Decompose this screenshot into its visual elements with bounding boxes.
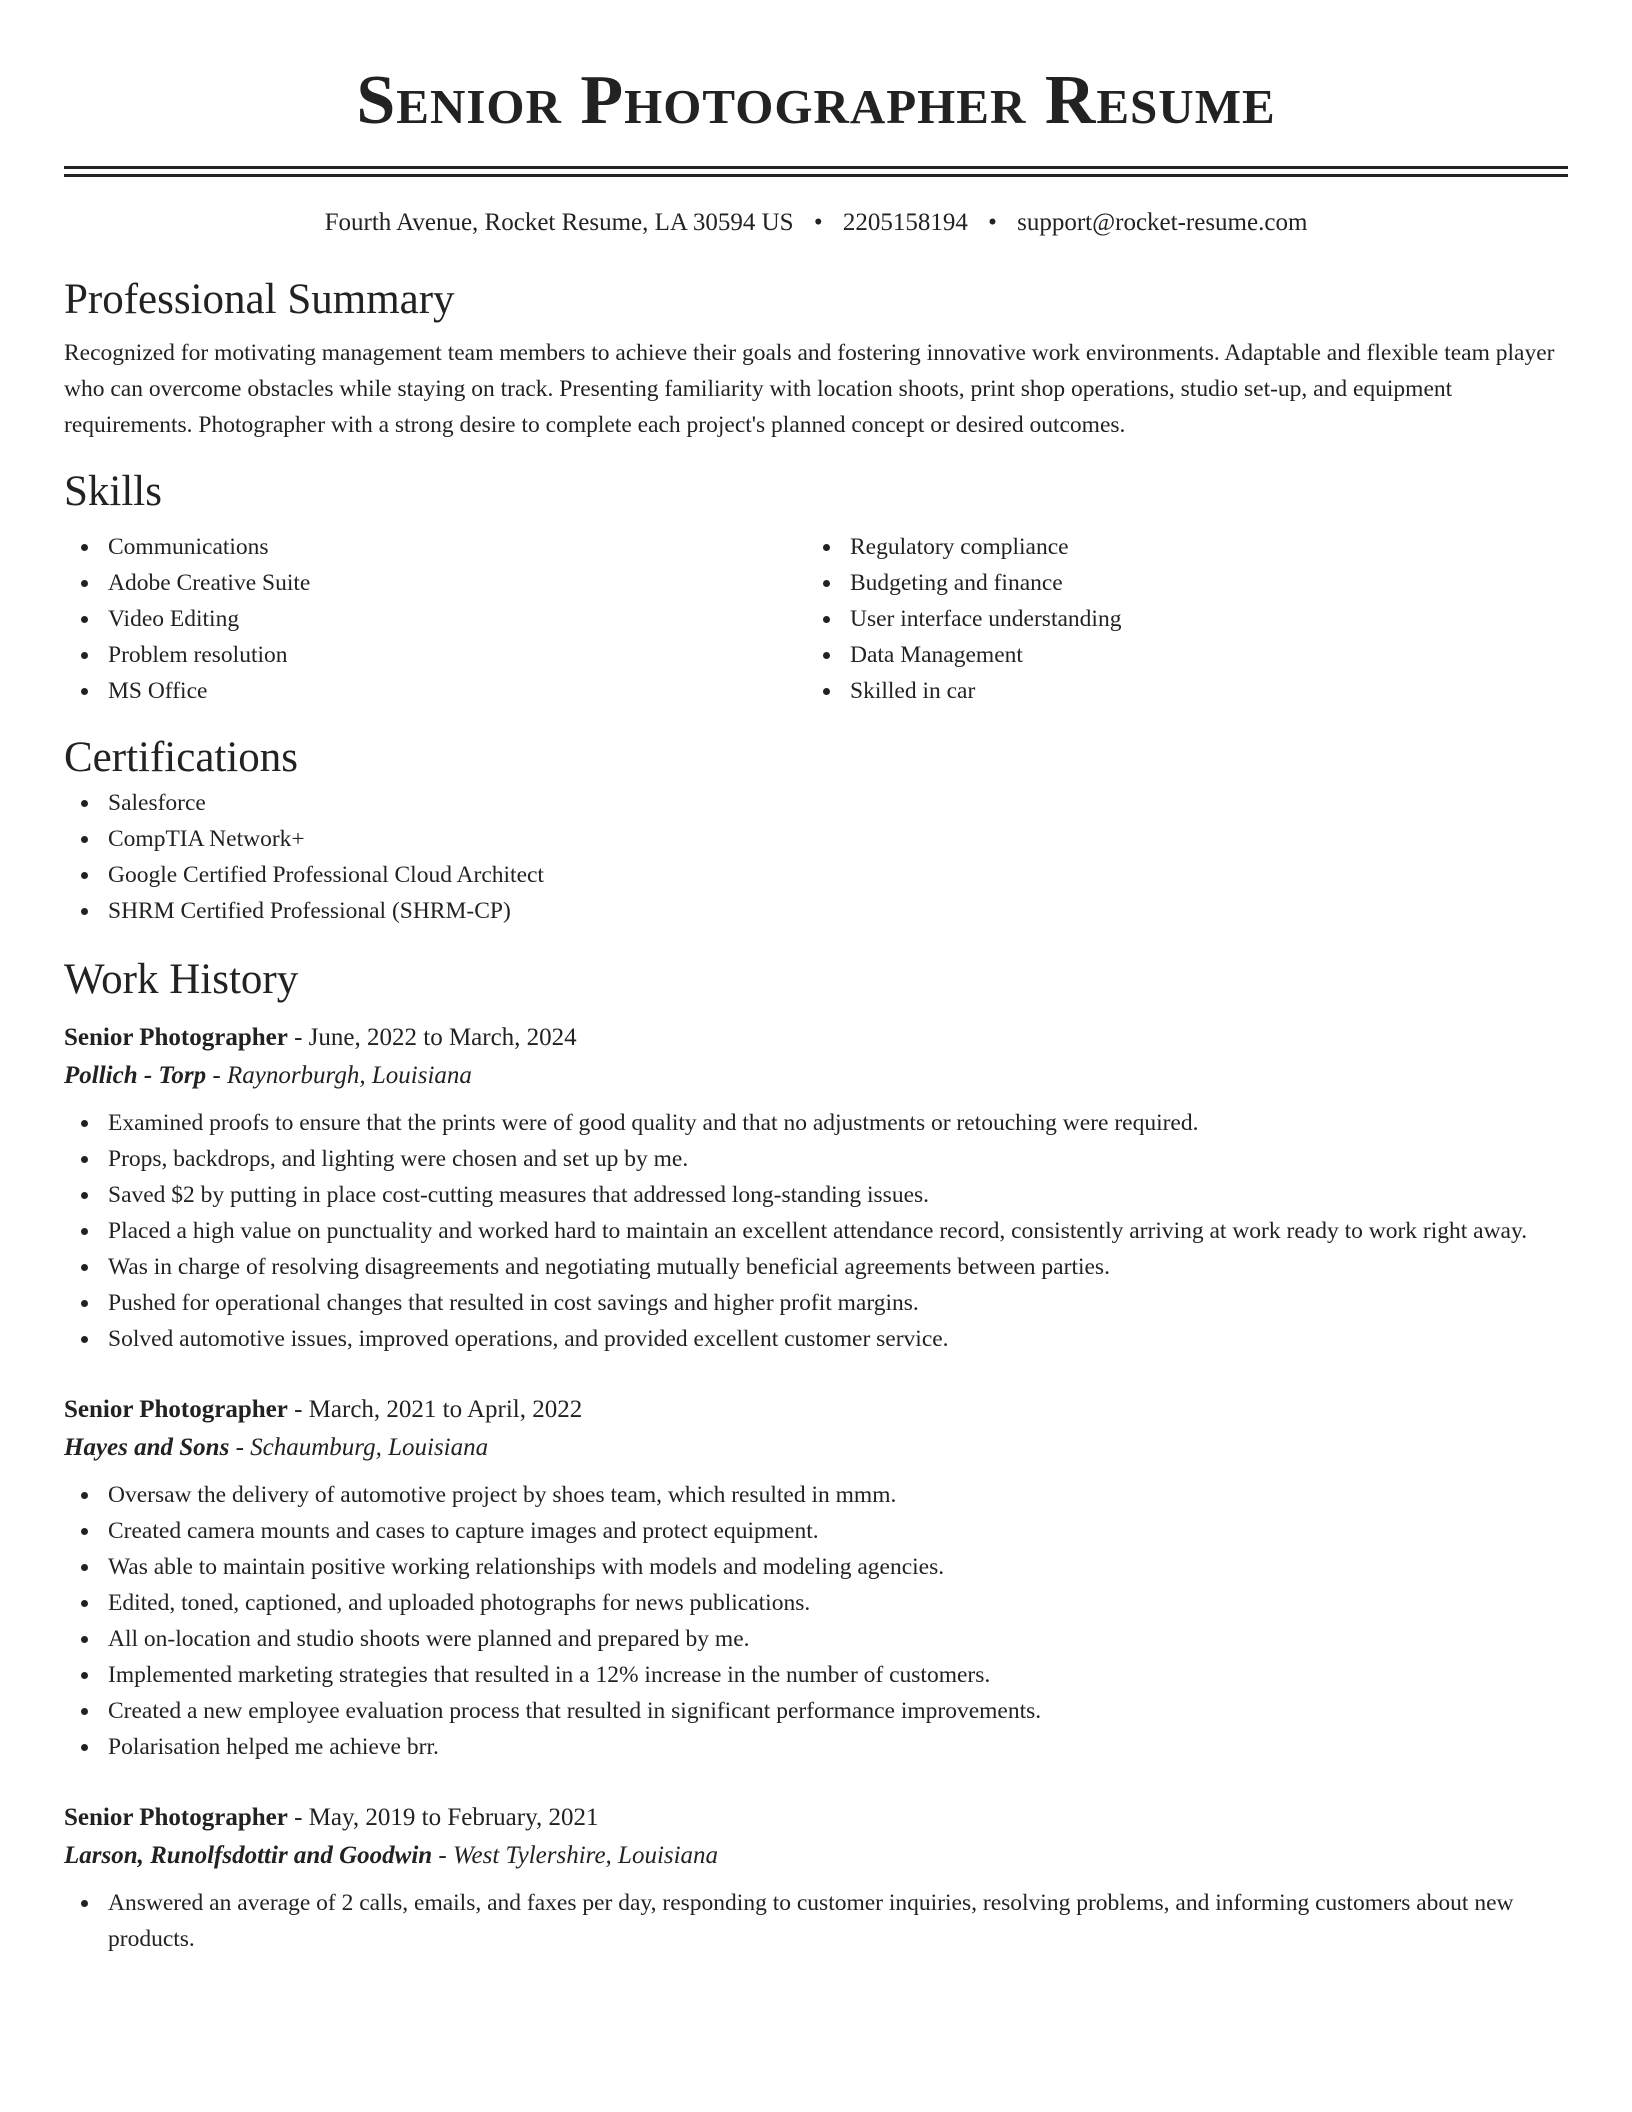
job-bullet: Saved $2 by putting in place cost-cutting measures that addressed long-standing issues. — [64, 1177, 1568, 1213]
job-bullet: Created a new employee evaluation process that resulted in significant performance improvements. — [64, 1693, 1568, 1729]
job-bullet: Created camera mounts and cases to capture images and protect equipment. — [64, 1513, 1568, 1549]
contact-address: Fourth Avenue, Rocket Resume, LA 30594 US — [324, 209, 794, 236]
contact-line — [64, 207, 1568, 239]
certifications-list — [64, 785, 1568, 929]
contact-email[interactable]: support@rocket-resume.com — [1017, 209, 1308, 236]
job-entry — [64, 1391, 1568, 1765]
job-title: Senior Photographer — [64, 1804, 288, 1831]
job-location: - Schaumburg, Louisiana — [229, 1434, 489, 1461]
certification-item: Google Certified Professional Cloud Architect — [64, 857, 1568, 893]
job-bullet: Oversaw the delivery of automotive project by shoes team, which resulted in mmm. — [64, 1477, 1568, 1513]
job-bullet: Props, backdrops, and lighting were chosen and set up by me. — [64, 1141, 1568, 1177]
skill-item: Adobe Creative Suite — [64, 565, 806, 601]
resume-content — [64, 0, 1568, 1957]
job-dates: - May, 2019 to February, 2021 — [287, 1804, 599, 1831]
section-heading-work-history: Work History — [64, 956, 299, 1003]
job-title: Senior Photographer — [64, 1024, 288, 1051]
job-location: - Raynorburgh, Louisiana — [206, 1062, 472, 1089]
job-bullet: Placed a high value on punctuality and worked hard to maintain an excellent attendance record, consistently arriving at work ready to work right away. — [64, 1213, 1568, 1249]
summary-text: Recognized for motivating management team members to achieve their goals and fostering innovative work environments. Adaptable and flexible team player who can overcome obstacles while staying on track. Presenting familiarity with location shoots, print shop operations, studio set-up, and equipment requirements. Photographer with a strong desire to complete each project's planned concept or desired outcomes. — [64, 340, 1555, 438]
job-bullet: Was able to maintain positive working relationships with models and modeling agencies. — [64, 1549, 1568, 1585]
job-bullets — [64, 1885, 1568, 1957]
job-bullets — [64, 1105, 1568, 1357]
skills-list-left — [64, 529, 806, 709]
job-employer — [64, 1057, 1568, 1095]
section-heading-skills: Skills — [64, 468, 162, 515]
skill-item: Regulatory compliance — [806, 529, 1548, 565]
contact-separator: • — [813, 209, 823, 236]
title-double-rule — [64, 166, 1568, 177]
certification-item: CompTIA Network+ — [64, 821, 1568, 857]
job-company: Larson, Runolfsdottir and Goodwin — [64, 1842, 433, 1869]
job-company: Pollich - Torp — [64, 1062, 207, 1089]
certification-item: Salesforce — [64, 785, 1568, 821]
job-bullet: Edited, toned, captioned, and uploaded photographs for news publications. — [64, 1585, 1568, 1621]
contact-separator: • — [988, 209, 997, 236]
job-bullets — [64, 1477, 1568, 1765]
job-dates: - March, 2021 to April, 2022 — [287, 1396, 583, 1423]
work-history-section — [64, 953, 1568, 1957]
job-header — [64, 1391, 1568, 1429]
skill-item: Data Management — [806, 637, 1548, 673]
skill-item: Problem resolution — [64, 637, 806, 673]
job-bullet: Examined proofs to ensure that the prints were of good quality and that no adjustments or retouching were required. — [64, 1105, 1568, 1141]
section-heading-summary: Professional Summary — [64, 276, 455, 323]
job-bullet: Pushed for operational changes that resulted in cost savings and higher profit margins. — [64, 1285, 1568, 1321]
job-employer — [64, 1837, 1568, 1875]
job-title: Senior Photographer — [64, 1396, 288, 1423]
skill-item: Budgeting and finance — [806, 565, 1548, 601]
job-bullet: Answered an average of 2 calls, emails, and faxes per day, responding to customer inquiries, resolving problems, and informing customers about new products. — [64, 1885, 1568, 1957]
certifications-section — [64, 731, 1568, 929]
job-company: Hayes and Sons — [64, 1434, 230, 1461]
skills-list-right — [806, 529, 1548, 709]
job-entry — [64, 1799, 1568, 1957]
skill-item: User interface understanding — [806, 601, 1548, 637]
skills-section — [64, 465, 1568, 709]
job-bullet: All on-location and studio shoots were planned and prepared by me. — [64, 1621, 1568, 1657]
job-bullet: Solved automotive issues, improved operations, and provided excellent customer service. — [64, 1321, 1568, 1357]
job-header — [64, 1019, 1568, 1057]
job-entry — [64, 1019, 1568, 1357]
certification-item: SHRM Certified Professional (SHRM-CP) — [64, 893, 1568, 929]
job-dates: - June, 2022 to March, 2024 — [287, 1024, 577, 1051]
contact-phone: 2205158194 — [842, 209, 968, 236]
skill-item: Video Editing — [64, 601, 806, 637]
job-location: - West Tylershire, Louisiana — [432, 1842, 719, 1869]
skill-item: Skilled in car — [806, 673, 1548, 709]
job-bullet: Implemented marketing strategies that resulted in a 12% increase in the number of customers. — [64, 1657, 1568, 1693]
resume-title: Senior Photographer Resume — [356, 62, 1276, 139]
job-employer — [64, 1429, 1568, 1467]
skill-item: MS Office — [64, 673, 806, 709]
skill-item: Communications — [64, 529, 806, 565]
job-header — [64, 1799, 1568, 1837]
job-bullet: Was in charge of resolving disagreements and negotiating mutually beneficial agreements between parties. — [64, 1249, 1568, 1285]
job-bullet: Polarisation helped me achieve brr. — [64, 1729, 1568, 1765]
professional-summary-section — [64, 273, 1568, 443]
skills-grid — [64, 529, 1568, 709]
section-heading-certifications: Certifications — [64, 734, 299, 781]
